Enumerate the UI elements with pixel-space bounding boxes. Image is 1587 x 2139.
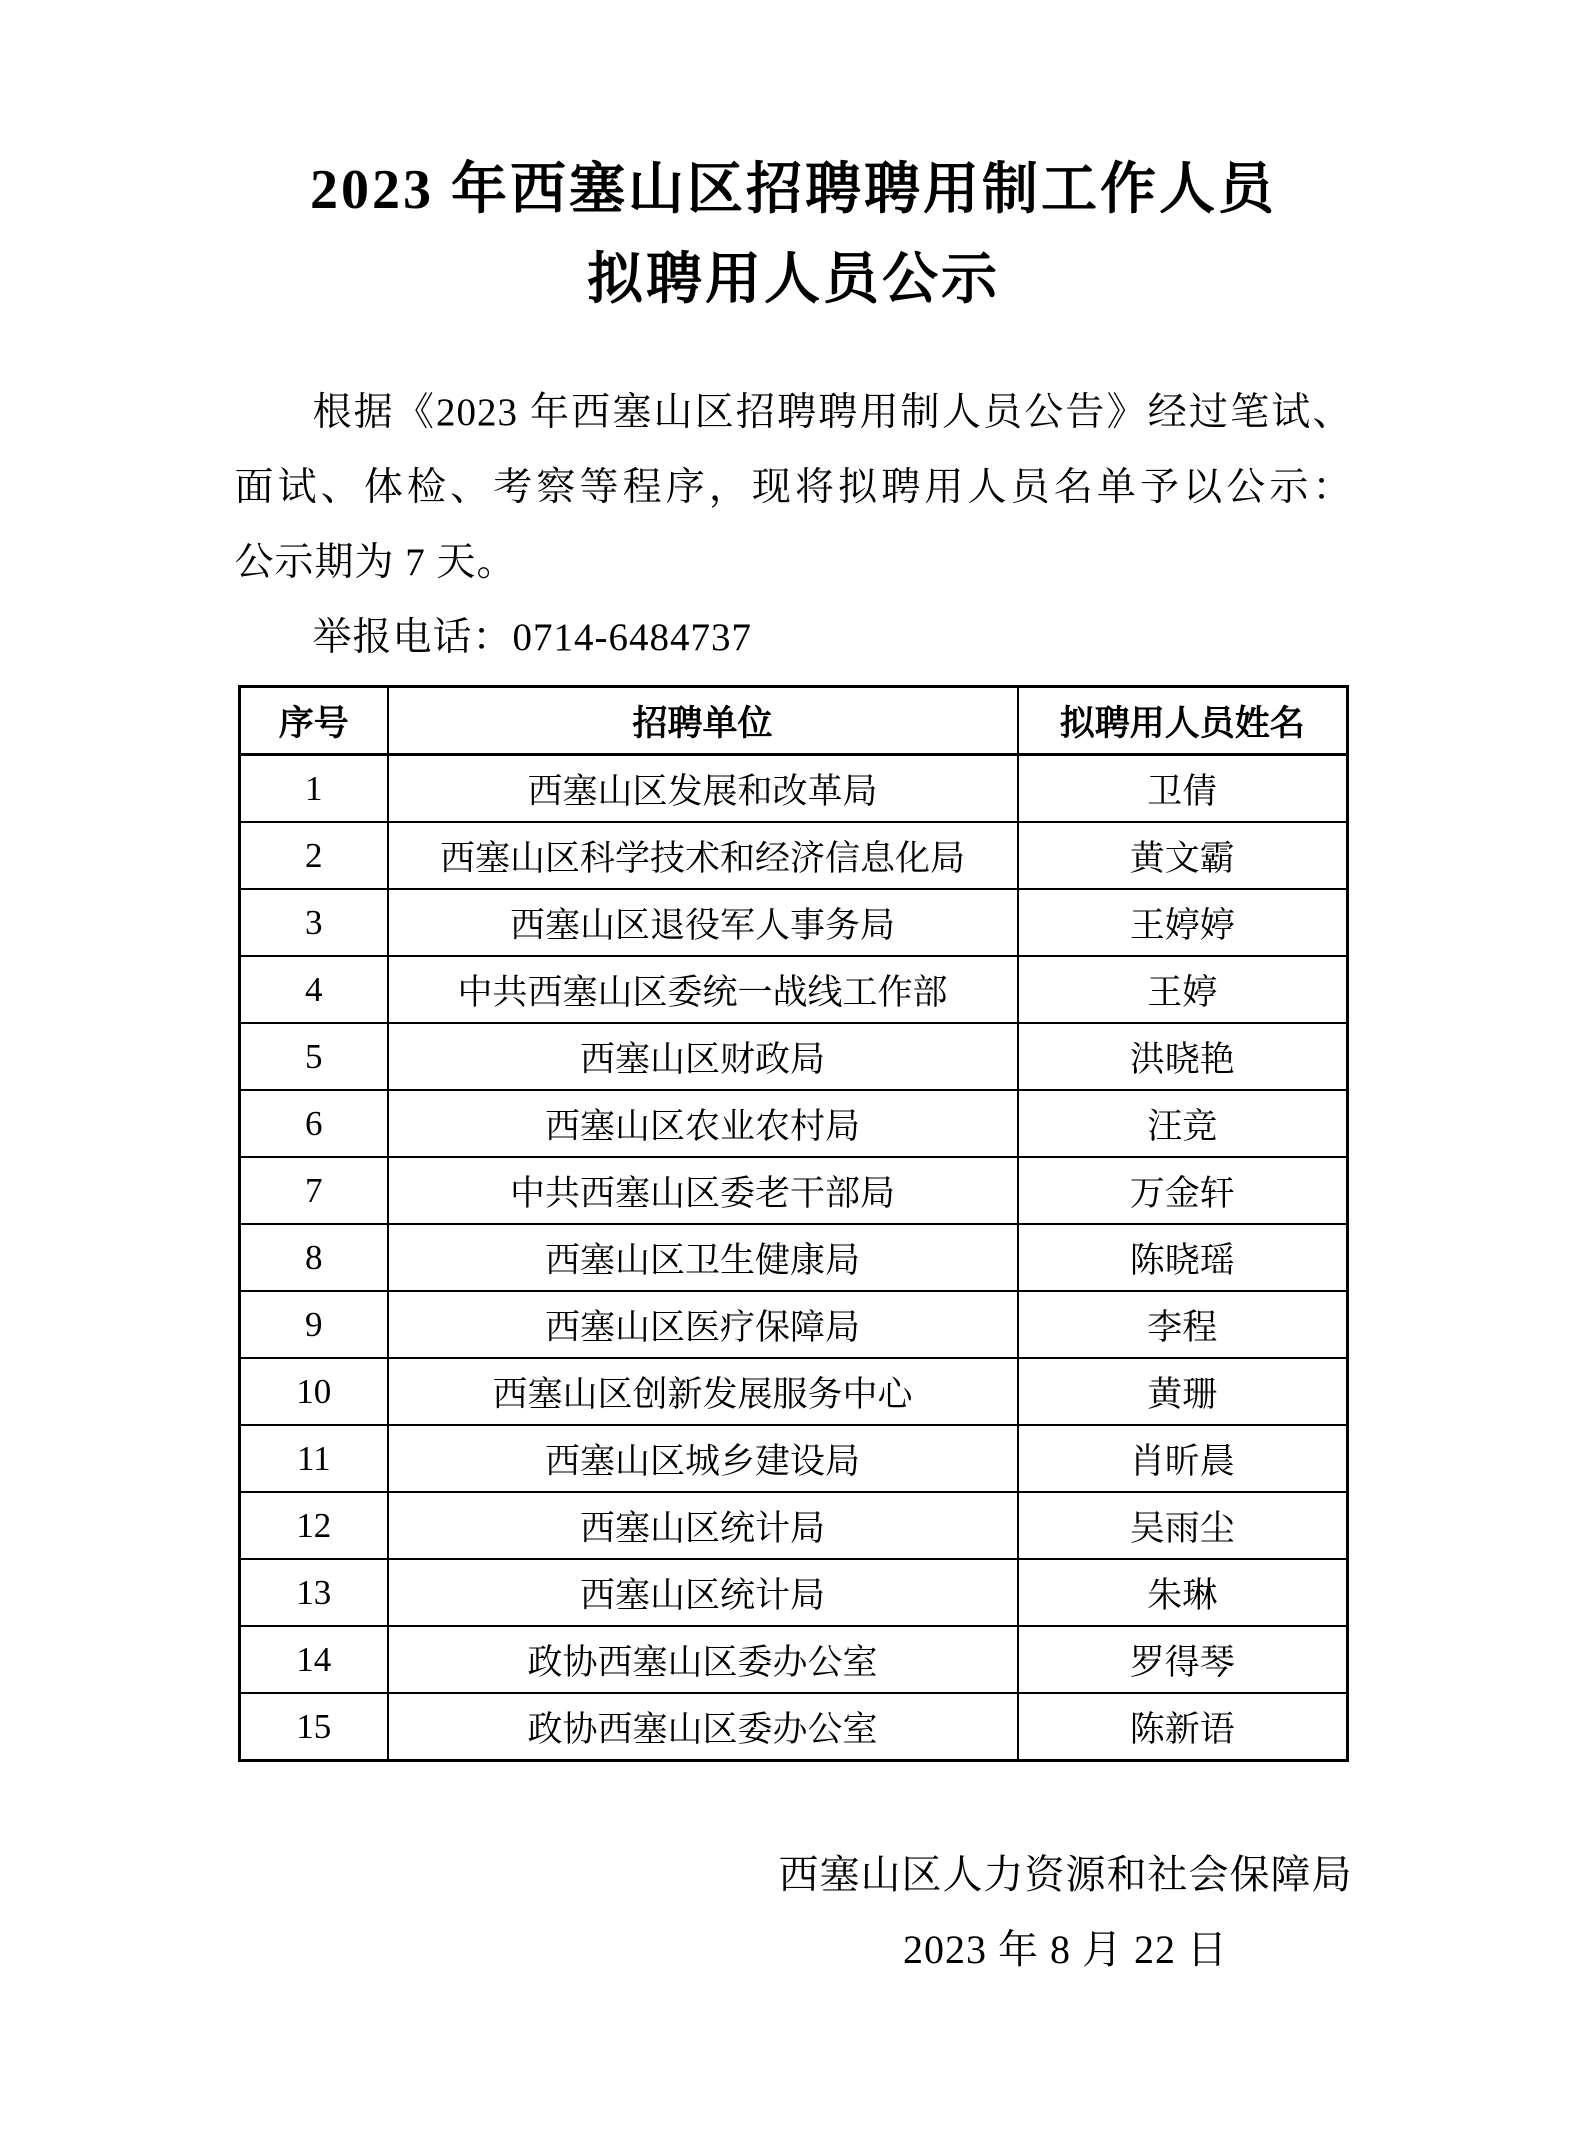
row-candidate-name: 吴雨尘	[1018, 1492, 1348, 1559]
row-recruiting-unit: 中共西塞山区委统一战线工作部	[388, 956, 1018, 1023]
row-recruiting-unit: 西塞山区财政局	[388, 1023, 1018, 1090]
title-line-2: 拟聘用人员公示	[587, 249, 1000, 311]
row-recruiting-unit: 政协西塞山区委办公室	[388, 1693, 1018, 1761]
row-candidate-name: 王婷婷	[1018, 889, 1348, 956]
row-recruiting-unit: 西塞山区创新发展服务中心	[388, 1358, 1018, 1425]
document-title	[235, 145, 1353, 325]
title-line-1: 2023 年西塞山区招聘聘用制工作人员	[310, 159, 1277, 221]
signature-organization: 西塞山区人力资源和社会保障局	[778, 1852, 1353, 1897]
row-serial-number: 3	[240, 889, 388, 956]
paragraph-line-3: 公示期为 7 天。	[234, 541, 517, 584]
row-serial-number: 11	[240, 1425, 388, 1492]
proposed-hires-table	[238, 685, 1349, 1762]
table-row	[240, 1559, 1348, 1626]
row-recruiting-unit: 西塞山区科学技术和经济信息化局	[388, 822, 1018, 889]
table-row	[240, 1693, 1348, 1761]
row-serial-number: 8	[240, 1224, 388, 1291]
intro-paragraph	[235, 375, 1353, 675]
table-row	[240, 1626, 1348, 1693]
table-row	[240, 956, 1348, 1023]
row-candidate-name: 卫倩	[1018, 755, 1348, 823]
row-serial-number: 9	[240, 1291, 388, 1358]
row-candidate-name: 朱琳	[1018, 1559, 1348, 1626]
row-candidate-name: 陈晓瑶	[1018, 1224, 1348, 1291]
row-candidate-name: 万金轩	[1018, 1157, 1348, 1224]
table-row	[240, 1358, 1348, 1425]
table-row	[240, 822, 1348, 889]
paragraph-line-1: 根据《2023 年西塞山区招聘聘用制人员公告》经过笔试、	[312, 391, 1353, 434]
row-serial-number: 13	[240, 1559, 388, 1626]
table-row	[240, 1090, 1348, 1157]
paragraph-line-2: 面试、体检、考察等程序，现将拟聘用人员名单予以公示：	[234, 466, 1353, 509]
row-candidate-name: 李程	[1018, 1291, 1348, 1358]
row-recruiting-unit: 西塞山区统计局	[388, 1492, 1018, 1559]
row-serial-number: 4	[240, 956, 388, 1023]
row-recruiting-unit: 政协西塞山区委办公室	[388, 1626, 1018, 1693]
row-serial-number: 15	[240, 1693, 388, 1761]
row-candidate-name: 肖昕晨	[1018, 1425, 1348, 1492]
row-candidate-name: 洪晓艳	[1018, 1023, 1348, 1090]
table-row	[240, 755, 1348, 823]
table-row	[240, 1492, 1348, 1559]
row-serial-number: 7	[240, 1157, 388, 1224]
row-serial-number: 2	[240, 822, 388, 889]
table-body	[240, 755, 1348, 1761]
row-recruiting-unit: 西塞山区医疗保障局	[388, 1291, 1018, 1358]
row-recruiting-unit: 西塞山区发展和改革局	[388, 755, 1018, 823]
header-serial-number: 序号	[240, 687, 388, 755]
signature-date: 2023 年 8 月 22 日	[903, 1927, 1228, 1972]
row-candidate-name: 陈新语	[1018, 1693, 1348, 1761]
table-row	[240, 1224, 1348, 1291]
table-row	[240, 1157, 1348, 1224]
row-serial-number: 5	[240, 1023, 388, 1090]
table-row	[240, 1291, 1348, 1358]
row-recruiting-unit: 西塞山区城乡建设局	[388, 1425, 1018, 1492]
row-candidate-name: 黄文霸	[1018, 822, 1348, 889]
table-row	[240, 889, 1348, 956]
row-candidate-name: 王婷	[1018, 956, 1348, 1023]
row-recruiting-unit: 西塞山区退役军人事务局	[388, 889, 1018, 956]
row-candidate-name: 黄珊	[1018, 1358, 1348, 1425]
table-header-row	[240, 687, 1348, 755]
header-recruiting-unit: 招聘单位	[388, 687, 1018, 755]
row-recruiting-unit: 中共西塞山区委老干部局	[388, 1157, 1018, 1224]
row-serial-number: 12	[240, 1492, 388, 1559]
row-recruiting-unit: 西塞山区卫生健康局	[388, 1224, 1018, 1291]
report-phone-line: 举报电话：0714-6484737	[312, 616, 752, 659]
row-serial-number: 6	[240, 1090, 388, 1157]
document-page	[235, 0, 1353, 1987]
row-serial-number: 1	[240, 755, 388, 823]
table-row	[240, 1023, 1348, 1090]
row-serial-number: 10	[240, 1358, 388, 1425]
row-candidate-name: 罗得琴	[1018, 1626, 1348, 1693]
row-recruiting-unit: 西塞山区统计局	[388, 1559, 1018, 1626]
table-row	[240, 1425, 1348, 1492]
row-recruiting-unit: 西塞山区农业农村局	[388, 1090, 1018, 1157]
signature-block	[779, 1837, 1353, 1987]
header-candidate-name: 拟聘用人员姓名	[1018, 687, 1348, 755]
row-serial-number: 14	[240, 1626, 388, 1693]
row-candidate-name: 汪竞	[1018, 1090, 1348, 1157]
